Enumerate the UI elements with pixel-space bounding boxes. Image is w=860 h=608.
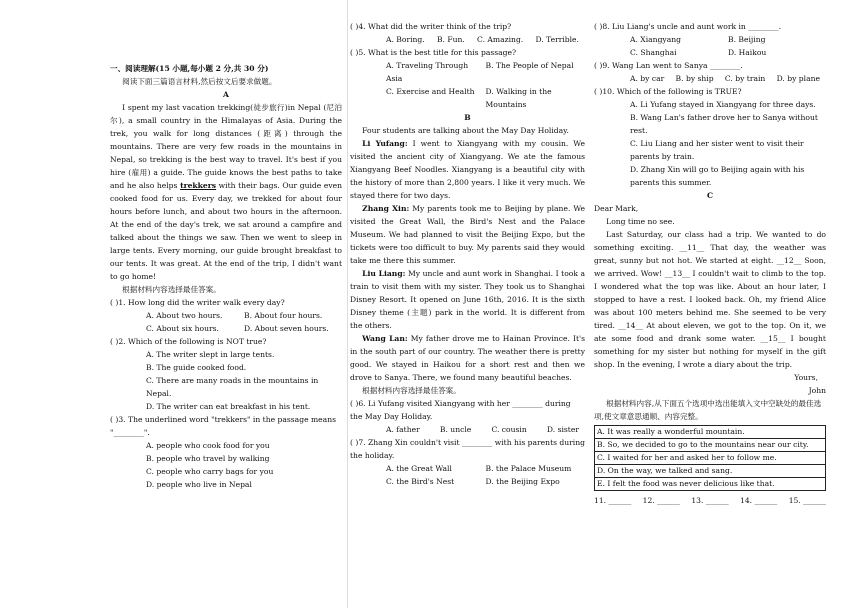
q10-option-c: C. Liu Liang and her sister went to visit their parents by train.: [630, 139, 804, 161]
q9-option-b: B. by ship: [675, 74, 714, 83]
q3-option-b: B. people who travel by walking: [146, 454, 270, 463]
letter-body: Last Saturday, our class had a trip. We wanted to do something exciting. __11__ That day, the weather was great, sunny but not hot. We started at eight. __12__ Soon, we arrived. Wow! __13__ I couldn't wait to climb to the top. I wondered what the top was like. About an hour later, I stopped to have a rest. I looked back. Oh, my friend Alice was about 100 meters behind me. She seemed to be very tired. __14__ At about eleven, we got to the top. On it, we ate some food and drank some water. __15__ I bought something for my sister but nothing for myself in the gift shop. In the evening, I wrote a diary about the trip.: [594, 230, 826, 369]
answer-blanks: [594, 494, 826, 507]
q6-option-a: A. father: [386, 425, 420, 434]
q3-option-c: C. people who carry bags for you: [146, 467, 274, 476]
q3-options: [110, 439, 342, 491]
q10-option-b: B. Wang Lan's father drove her to Sanya without rest.: [630, 113, 818, 135]
q2-option-b: B. The guide cooked food.: [146, 363, 247, 372]
q8-option-b: B. Beijing: [728, 35, 766, 44]
q5-option-b: B. The People of Nepal: [485, 61, 574, 70]
instruction: 阅读下面三篇语言材料,然后按文后要求做题。: [122, 77, 277, 86]
middle-column: [350, 20, 585, 488]
q2-options: [110, 348, 342, 413]
letter-signature: John: [808, 386, 826, 395]
q7-option-c: C. the Bird's Nest: [386, 477, 455, 486]
q10-options: [594, 98, 826, 189]
q1-options: [110, 309, 342, 335]
question-7: ( )7. Zhang Xin couldn't visit ________ with his parents during the holiday.: [350, 438, 585, 460]
q6-option-d: D. sister: [546, 425, 579, 434]
passage-a: [110, 101, 342, 283]
option-d: D. On the way, we talked and sang.: [595, 465, 825, 478]
letter-line-1: Long time no see.: [606, 217, 675, 226]
q10-option-d: D. Zhang Xin will go to Beijing again with his parents this summer.: [630, 165, 805, 187]
speaker-text: My parents took me to Beijing by plane. We visited the Great Wall, the Bird's Nest and the Palace Museum. We had planned to visit the Beijing Expo, but the tickets were too difficult to buy. My parents said they would take me there this summer.: [350, 204, 586, 265]
speaker-li-yufang: [350, 137, 585, 202]
speaker-text: My uncle and aunt work in Shanghai. I took a train to visit them with my sister. They took us to Shanghai Disney Resort. It opened on June 16th, 2016. It is the sixth Disney theme (主题) park in the world. It is different from the others.: [350, 269, 585, 330]
q4-option-a: A. Boring.: [386, 35, 425, 44]
bold-word-trekkers: trekkers: [180, 181, 217, 190]
section-title: 一、阅读理解(15 小题,每小题 2 分,共 30 分): [110, 64, 269, 73]
passage-c-label: C: [706, 191, 714, 200]
q5-option-c: C. Exercise and Health: [386, 87, 475, 96]
passage-a-text: I spent my last vacation trekking(徒步旅行)in Nepal (尼泊尔), a small country in the Himalayas of Asia. During the trek, you walk for long distances (距离) through the mountains. There are very few roads in the mountains in Nepal, so trekking is the best way to travel. It's best if you hire (雇用) a guide. The guide knows the best paths to take and he also helps: [110, 103, 342, 190]
blank-14: 14. ______: [740, 496, 778, 505]
speaker-name: Zhang Xin:: [362, 204, 410, 213]
question-6: ( )6. Li Yufang visited Xiangyang with her ________ during the May Day Holiday.: [350, 399, 571, 421]
blank-11: 11. ______: [594, 496, 632, 505]
q1-option-a: A. About two hours.: [146, 311, 223, 320]
subinstruction: 根据材料内容选择最佳答案。: [122, 285, 221, 294]
q5-option-a: A. Traveling Through Asia: [386, 61, 469, 83]
q4-options: [350, 33, 585, 46]
right-column: [594, 20, 826, 507]
q5-options: [350, 59, 585, 111]
q9-option-d: D. by plane: [776, 74, 820, 83]
q5-option-d: D. Walking in the Mountains: [485, 87, 552, 109]
question-10: ( )10. Which of the following is TRUE?: [594, 87, 742, 96]
option-b: B. So, we decided to go to the mountains near our city.: [595, 439, 825, 452]
question-1: ( )1. How long did the writer walk every day?: [110, 298, 285, 307]
q1-option-b: B. About four hours.: [244, 311, 323, 320]
passage-c-instruction: 根据材料内容,从下面五个选项中选出能填入文中空缺处的最佳选项,使文章意思通顺、内容完整。: [594, 399, 822, 421]
q6-option-c: C. cousin: [491, 425, 527, 434]
passage-b-intro: Four students are talking about the May Day Holiday.: [362, 126, 569, 135]
q8-option-d: D. Haikou: [728, 48, 767, 57]
q2-option-a: A. The writer slept in large tents.: [146, 350, 275, 359]
q6-option-b: B. uncle: [439, 425, 472, 434]
q6-options: [350, 423, 585, 436]
subinstruction: 根据材料内容选择最佳答案。: [362, 386, 461, 395]
q8-options: [594, 33, 826, 59]
letter-greeting: Dear Mark,: [594, 204, 639, 213]
question-3: ( )3. The underlined word "trekkers" in the passage means "________".: [110, 415, 336, 437]
speaker-wang-lan: [350, 332, 585, 384]
question-5: ( )5. What is the best title for this passage?: [350, 48, 517, 57]
q7-options: [350, 462, 585, 488]
q1-option-d: D. About seven hours.: [244, 324, 329, 333]
speaker-text: My father drove me to Hainan Province. It's in the south part of our country. The weather there is pretty good. We stayed in Haikou for a short rest and then we drove to Sanya. There, we found many beautiful beaches.: [350, 334, 585, 382]
options-box: [594, 425, 826, 491]
blank-15: 15. ______: [788, 496, 826, 505]
q9-option-a: A. by car: [630, 74, 665, 83]
q2-option-c: C. There are many roads in the mountains in Nepal.: [146, 376, 319, 398]
question-4: ( )4. What did the writer think of the trip?: [350, 22, 512, 31]
question-2: ( )2. Which of the following is NOT true?: [110, 337, 267, 346]
q9-options: [594, 72, 826, 85]
option-e: E. I felt the food was never delicious like that.: [597, 479, 775, 488]
q7-option-d: D. the Beijing Expo: [485, 477, 560, 486]
passage-a-text-2: with their bags. Our guide even cooked food for us. Every day, we trekked for about four hours before lunch, and about two hours in the afternoon. At the end of the day's trek, we sat around a campfire and talked about the things we saw. Then we went to sleep in large tents. Every morning, our guide brought breakfast to our tents. It was great. At the end of the trip, I didn't want to go home!: [110, 181, 343, 281]
q3-option-a: A. people who cook food for you: [146, 441, 270, 450]
q9-option-c: C. by train: [724, 74, 766, 83]
q10-option-a: A. Li Yufang stayed in Xiangyang for three days.: [630, 100, 816, 109]
q2-option-d: D. The writer can eat breakfast in his tent.: [146, 402, 311, 411]
q8-option-c: C. Shanghai: [630, 48, 677, 57]
speaker-zhang-xin: [350, 202, 585, 267]
q1-option-c: C. About six hours.: [146, 324, 219, 333]
passage-a-label: A: [223, 90, 229, 99]
speaker-name: Liu Liang:: [362, 269, 406, 278]
option-a: A. It was really a wonderful mountain.: [595, 426, 825, 439]
passage-b-label: B: [464, 113, 471, 122]
speaker-liu-liang: [350, 267, 585, 332]
q7-option-b: B. the Palace Museum: [485, 464, 572, 473]
blank-13: 13. ______: [691, 496, 729, 505]
blank-12: 12. ______: [642, 496, 680, 505]
left-column: [110, 62, 342, 491]
speaker-text: I went to Xiangyang with my cousin. We visited the ancient city of Xiangyang. We ate the famous Xiangyang Beef Noodles. Xiangyang is a beautiful city with the history of more than 2,800 years. I like it very much. We stayed there for two days.: [350, 139, 585, 200]
speaker-name: Wang Lan:: [362, 334, 408, 343]
q4-option-c: C. Amazing.: [477, 35, 524, 44]
speaker-name: Li Yufang:: [362, 139, 408, 148]
q4-option-d: D. Terrible.: [535, 35, 579, 44]
letter-closing: Yours,: [794, 373, 818, 382]
question-9: ( )9. Wang Lan went to Sanya ________.: [594, 61, 743, 70]
q3-option-d: D. people who live in Nepal: [146, 480, 252, 489]
q7-option-a: A. the Great Wall: [386, 464, 452, 473]
q4-option-b: B. Fun.: [436, 35, 465, 44]
question-8: ( )8. Liu Liang's uncle and aunt work in ________.: [594, 22, 781, 31]
q8-option-a: A. Xiangyang: [630, 35, 681, 44]
option-c: C. I waited for her and asked her to follow me.: [595, 452, 825, 465]
page-fold: [347, 0, 348, 608]
